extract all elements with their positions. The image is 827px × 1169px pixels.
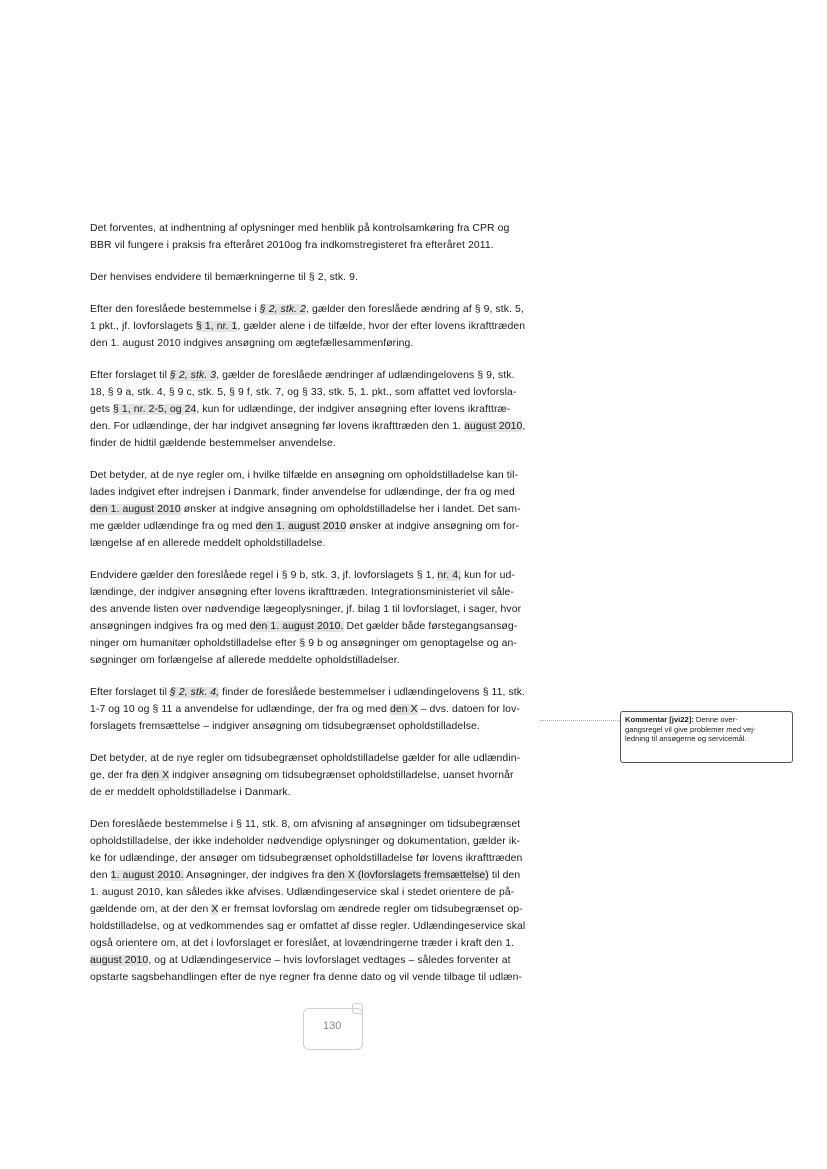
text-line [90,750,590,767]
text-run: Efter forslaget til [90,370,170,381]
text-run: de er meddelt opholdstilladelse i Danmark. [90,787,291,798]
paragraph [90,269,590,286]
comment-balloon[interactable] [620,711,793,763]
text-line [90,618,590,635]
text-line [90,850,590,867]
text-line [90,435,590,452]
text-run: den 1. august 2010 indgives ansøgning om ægtefællesammenføring. [90,338,414,349]
text-line [90,784,590,801]
text-line [90,418,590,435]
text-run: gets [90,404,114,415]
comment-line-2: gangsregel vil give problemer med vej- [625,724,756,734]
text-line [90,969,590,986]
page-number: 130 [323,1020,342,1032]
highlighted-text: § 2, stk. 3 [169,370,217,381]
text-line [90,335,590,352]
highlighted-text: den 1. august 2010. [249,621,344,632]
text-line [90,867,590,884]
highlighted-text: den 1. august 2010 [255,521,347,532]
text-run: Der henvises endvidere til bemærkningerne til § 2, stk. 9. [90,272,359,283]
text-line [90,301,590,318]
text-line [90,816,590,833]
text-run: søgninger om forlængelse af allerede meddelte opholdstilladelser. [90,655,400,666]
text-run: Endvidere gælder den foreslåede regel i § 9 b, stk. 3, jf. lovforslagets § 1, [90,570,438,581]
highlighted-text: § 1, nr. 1 [195,321,238,332]
text-run: ansøgningen indgives fra og med [90,621,250,632]
text-run: ønsker at indgive ansøgning om opholdstilladelse her i landet. Det sam- [180,504,521,515]
text-line [90,220,590,237]
text-line [90,833,590,850]
text-run: ninger om humanitær opholdstilladelse efter § 9 b og ansøgninger om genoptagelse og an- [90,638,517,649]
text-run: , og at Udlændingeservice – hvis lovforslaget vedtages – således forventer at [148,955,511,966]
text-run: Den foreslåede bestemmelse i § 11, stk. 8, om afvisning af ansøgninger om tidsubegrænset [90,819,521,830]
text-line [90,584,590,601]
highlighted-text: nr. 4, [437,570,462,581]
text-run: – dvs. datoen for lov- [417,704,520,715]
highlighted-text: august 2010 [90,955,149,966]
comment-line-3: ledning til ansøgerne og servicemål. [625,734,747,743]
text-run: forslagets fremsættelse [90,721,201,732]
highlighted-text: § 2, stk. 4, [169,687,220,698]
text-line [90,767,590,784]
body-text [90,220,590,1001]
text-run: finder de foreslåede bestemmelser i udlændingelovens § 11, stk. [219,687,526,698]
comment-text-start: Denne over- [693,715,738,724]
comment-label: Kommentar [jvi22]: [625,715,694,724]
text-line [90,601,590,618]
comment-connector [540,720,620,721]
text-run: Det forventes, at indhentning af oplysninger med henblik på kontrolsamkøring fra CPR og [90,223,510,234]
text-run: indgiver ansøgning om tidsubegrænset opholdstilladelse, uanset hvornår [169,770,514,781]
text-run: den. For udlændinge, der har indgivet ansøgning før lovens ikrafttræden den 1. [90,421,465,432]
paragraph [90,467,590,552]
highlighted-text: august 2010 [464,421,523,432]
text-run: Det betyder, at de nye regler om, i hvilke tilfælde en ansøgning om opholdstilladelse kan til- [90,470,519,481]
paragraph [90,816,590,986]
text-run: kun for ud- [461,570,515,581]
text-line [90,718,590,735]
text-line [90,384,590,401]
paragraph [90,301,590,352]
text-line [90,237,590,254]
highlighted-text: den X [390,704,418,715]
text-run: opholdstilladelse, der ikke indeholder nødvendige oplysninger og dokumentation, gælder ik- [90,836,521,847]
highlighted-text: § 1, nr. 2-5, og 24 [113,404,197,415]
highlighted-text: den X [141,770,170,781]
text-run: til den [488,870,521,881]
text-run: Ansøgninger, der indgives fra [183,870,328,881]
text-line [90,367,590,384]
text-run: 1-7 og 10 og § 11 a anvendelse for udlændinge, der fra og med [90,704,391,715]
text-run: opstarte sagsbehandlingen efter de nye regner fra denne dato og vil vende tilbage til udlæn- [90,972,523,983]
text-line [90,501,590,518]
text-run: – indgiver ansøgning om tidsubegrænset opholdstilladelse. [200,721,480,732]
text-line [90,467,590,484]
text-run: gældende om, at der den [90,904,212,915]
text-run: ge, der fra [90,770,142,781]
text-line [90,535,590,552]
text-line [90,518,590,535]
highlighted-text: 1. august 2010. [110,870,184,881]
text-line [90,701,590,718]
text-run: , kun for udlændinge, der indgiver ansøgning efter lovens ikrafttræ- [196,404,511,415]
text-run: 18, § 9 a, stk. 4, § 9 c, stk. 5, § 9 f, stk. 7, og § 33, stk. 5, 1. pkt., som affattet ved lovforsla- [90,387,517,398]
text-run: , gælder de foreslåede ændringer af udlændingelovens § 9, stk. [216,370,515,381]
text-run: også orientere om, at det i lovforslaget er foreslået, at lovændringerne træder i kraft den 1. [90,938,515,949]
highlighted-text: § 2, stk. 2 [259,304,306,315]
text-run: Efter forslaget til [90,687,170,698]
text-line [90,567,590,584]
highlighted-text: den X (lovforslagets fremsættelse) [327,870,489,881]
text-line [90,901,590,918]
text-run: , gælder alene i de tilfælde, hvor der efter lovens ikrafttræden [237,321,526,332]
text-run: holdstilladelse, og at vedkommendes sag er omfattet af disse regler. Udlændingeservice skal [90,921,526,932]
text-line [90,484,590,501]
text-run: me gælder udlændinge fra og med [90,521,256,532]
paragraph [90,684,590,735]
text-line [90,684,590,701]
text-run: 1 pkt., jf. lovforslagets [90,321,196,332]
text-run: lændinge, der indgiver ansøgning efter lovens ikrafttræden. Integrationsministeriet vil såle- [90,587,514,598]
highlighted-text: X [211,904,219,915]
text-run: lades indgivet efter indrejsen i Danmark, finder anvendelse for udlændinge, der fra og med [90,487,515,498]
text-run: Efter den foreslåede bestemmelse i [90,304,260,315]
paragraph [90,750,590,801]
comment-line-1 [625,715,788,725]
text-run: finder de hidtil gældende bestemmelser anvendelse. [90,438,336,449]
text-run: 1. august 2010, kan således ikke afvises. Udlændingeservice skal i stedet orientere de på- [90,887,515,898]
text-line [90,952,590,969]
text-line [90,401,590,418]
text-run: ønsker at indgive ansøgning om for- [346,521,520,532]
text-run: , [522,421,526,432]
text-run: , gælder den foreslåede ændring af § 9, stk. 5, [306,304,524,315]
text-run: des anvende listen over nødvendige lægeoplysninger, jf. bilag 1 til lovforslaget, i sager, hvor [90,604,522,615]
text-line [90,918,590,935]
text-run: længelse af en allerede meddelt opholdstilladelse. [90,538,326,549]
paragraph [90,220,590,254]
paragraph [90,367,590,452]
highlighted-text: den 1. august 2010 [90,504,181,515]
text-line [90,635,590,652]
text-run: Det betyder, at de nye regler om tidsubegrænset opholdstilladelse gælder for alle udlændin- [90,753,521,764]
text-run: den [90,870,111,881]
page-number-curl [352,1003,363,1014]
text-run: er fremsat lovforslag om ændrede regler om tidsubegrænset op- [218,904,523,915]
text-run: BBR vil fungere i praksis fra efteråret 2010og fra indkomstregisteret fra efteråret 2011. [90,240,494,251]
paragraph [90,567,590,669]
text-line [90,269,590,286]
text-line [90,652,590,669]
text-line [90,318,590,335]
text-line [90,884,590,901]
text-line [90,935,590,952]
text-run: Det gælder både førstegangsansøg- [343,621,518,632]
text-run: ke for udlændinge, der ansøger om tidsubegrænset opholdstilladelse før lovens ikrafttræden [90,853,523,864]
